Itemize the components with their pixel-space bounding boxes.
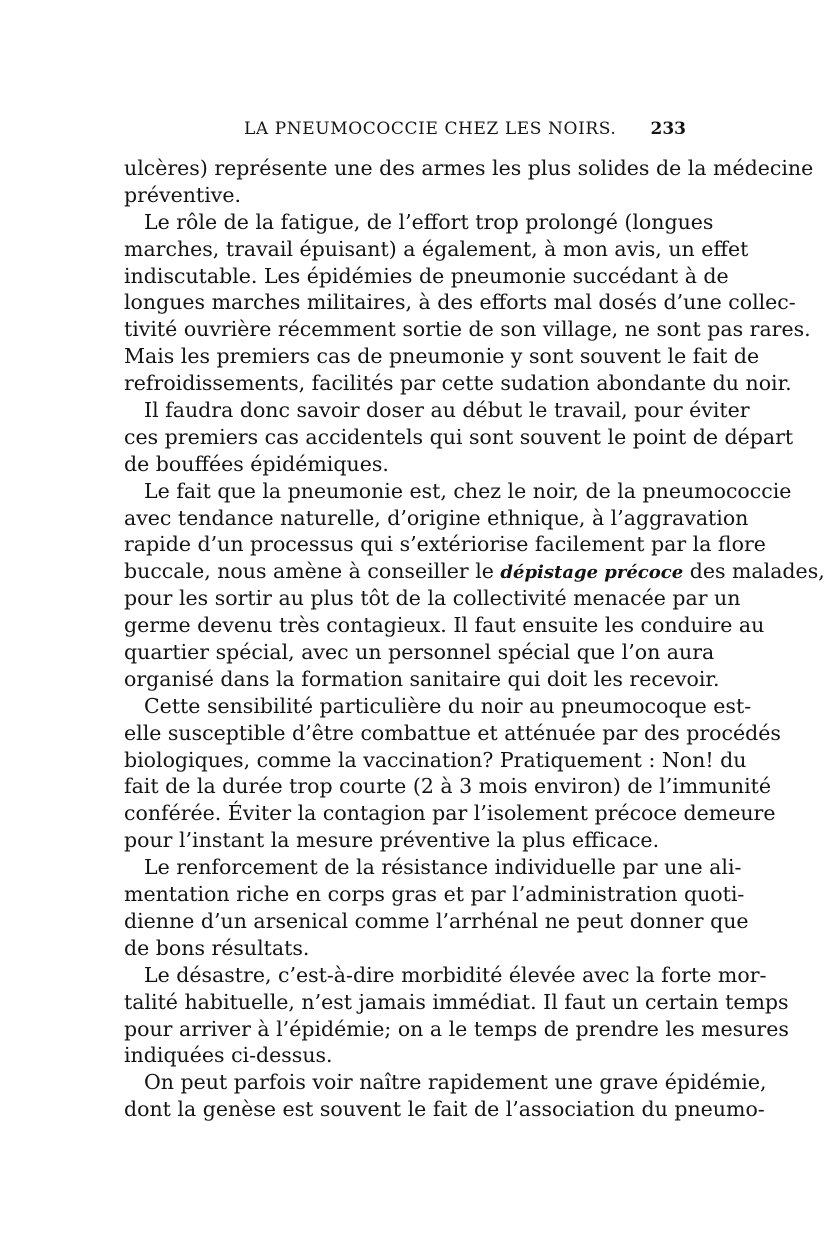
paragraph — [124, 693, 781, 854]
text-line: Mais les premiers cas de pneumonie y sont souvent le fait de — [124, 344, 760, 369]
body-text — [124, 155, 825, 1123]
emphasized-term: dépistage précoce — [500, 562, 684, 584]
text-line: dont la genèse est souvent le fait de l’association du pneumo- — [124, 1097, 765, 1122]
text-line: mentation riche en corps gras et par l’administration quoti- — [124, 882, 745, 907]
page-number: 233 — [650, 119, 686, 139]
text-line: Cette sensibilité particulière du noir au pneumocoque est- — [144, 693, 752, 718]
text-line: préventive. — [124, 182, 241, 207]
paragraph — [124, 397, 794, 478]
text-line: quartier spécial, avec un personnel spécial que l’on aura — [124, 640, 715, 665]
text-line: de bons résultats. — [124, 935, 310, 960]
text-line: ulcères) représente une des armes les plus solides de la médecine — [124, 156, 814, 180]
text-line: conférée. Éviter la contagion par l’isolement précoce demeure — [124, 801, 776, 826]
text-line: rapide d’un processus qui s’extériorise facilement par la flore — [124, 532, 766, 557]
paragraph — [124, 478, 825, 693]
text-span: buccale, nous amène à conseiller le — [124, 559, 501, 584]
text-line: longues marches militaires, à des efforts mal dosés d’une collec- — [124, 290, 796, 315]
text-line: indiquées ci-dessus. — [124, 1043, 333, 1068]
text-line: biologiques, comme la vaccination? Pratiquement : Non! du — [124, 747, 747, 772]
text-line: Le fait que la pneumonie est, chez le noir, de la pneumococcie — [144, 478, 792, 503]
paragraph — [124, 209, 811, 397]
text-line: Le renforcement de la résistance individuelle par une ali- — [144, 855, 742, 880]
text-line: tivité ouvrière récemment sortie de son village, ne sont pas rares. — [124, 317, 811, 342]
text-line: ces premiers cas accidentels qui sont souvent le point de départ — [124, 424, 794, 449]
running-title: LA PNEUMOCOCCIE CHEZ LES NOIRS. — [244, 119, 617, 139]
paragraph — [124, 854, 749, 962]
text-line: indiscutable. Les épidémies de pneumonie succédant à de — [124, 263, 729, 288]
text-line: Le rôle de la fatigue, de l’effort trop prolongé (longues — [144, 209, 714, 234]
text-line: elle susceptible d’être combattue et atténuée par des procédés — [124, 720, 781, 745]
text-line: de bouffées épidémiques. — [124, 451, 389, 476]
text-line-with-emphasis — [124, 558, 825, 585]
text-line: refroidissements, facilités par cette sudation abondante du noir. — [124, 371, 792, 396]
paragraph — [124, 155, 814, 209]
text-line: pour l’instant la mesure préventive la plus efficace. — [124, 828, 660, 853]
paragraph — [124, 962, 789, 1070]
text-line: organisé dans la formation sanitaire qui doit les recevoir. — [124, 666, 720, 691]
text-line: marches, travail épuisant) a également, à mon avis, un effet — [124, 236, 749, 261]
running-head — [124, 119, 686, 149]
text-line: fait de la durée trop courte (2 à 3 mois environ) de l’immunité — [124, 774, 771, 799]
paragraph — [124, 1069, 767, 1123]
text-line: pour arriver à l’épidémie; on a le temps de prendre les mesures — [124, 1016, 789, 1041]
text-line: pour les sortir au plus tôt de la collectivité menacée par un — [124, 586, 741, 611]
text-line: germe devenu très contagieux. Il faut ensuite les conduire au — [124, 613, 765, 638]
text-line: talité habituelle, n’est jamais immédiat. Il faut un certain temps — [124, 989, 789, 1014]
text-line: Il faudra donc savoir doser au début le travail, pour éviter — [144, 398, 750, 423]
text-line: On peut parfois voir naître rapidement une grave épidémie, — [144, 1070, 767, 1095]
text-line: dienne d’un arsenical comme l’arrhénal ne peut donner que — [124, 908, 749, 933]
text-line: avec tendance naturelle, d’origine ethnique, à l’aggravation — [124, 505, 749, 530]
text-span: des malades, — [683, 559, 825, 584]
text-line: Le désastre, c’est-à-dire morbidité élevée avec la forte mor- — [144, 962, 767, 987]
